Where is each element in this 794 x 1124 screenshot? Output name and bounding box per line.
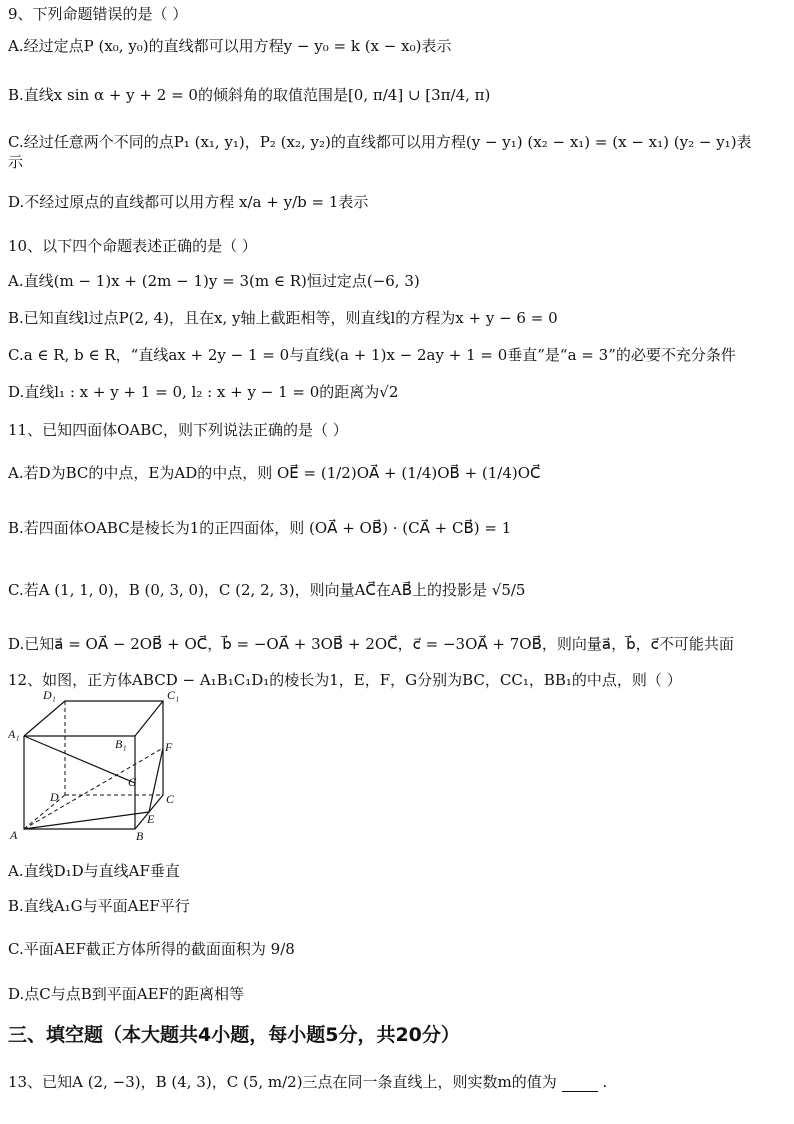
question-13 xyxy=(8,1072,607,1092)
question-13-text: 13、已知A (2, −3)，B (4, 3)，C (5, m/2)三点在同一条直线上，则实数m的值为 xyxy=(8,1073,557,1091)
label-a1: A₁ xyxy=(8,727,20,741)
label-c: C xyxy=(166,792,175,806)
question-11-stem: 11、已知四面体OABC，则下列说法正确的是（ ） xyxy=(8,421,348,439)
question-11-option-a: A.若D为BC的中点，E为AD的中点，则 OE⃗ = (1/2)OA⃗ + (1/4)OB⃗ + (1/4)OC⃗ xyxy=(8,464,541,482)
question-12-option-c: C.平面AEF截正方体所得的截面面积为 9/8 xyxy=(8,940,295,958)
question-12-option-b: B.直线A₁G与平面AEF平行 xyxy=(8,897,190,915)
label-b: B xyxy=(136,829,144,843)
segment-ef xyxy=(149,748,163,812)
question-10-option-b: B.已知直线l过点P(2, 4)，且在x, y轴上截距相等，则直线l的方程为x + y − 6 = 0 xyxy=(8,309,558,327)
label-d: D xyxy=(50,790,59,804)
label-e: E xyxy=(147,812,155,826)
label-g: G xyxy=(128,775,137,789)
question-9-option-c: C.经过任意两个不同的点P₁ (x₁, y₁)，P₂ (x₂, y₂)的直线都可以用方程(y − y₁) (x₂ − x₁) = (x − x₁) (y₂ − y₁)表 xyxy=(8,133,752,151)
cube-diagram xyxy=(8,688,188,843)
question-11-option-d: D.已知a⃗ = OA⃗ − 2OB⃗ + OC⃗，b⃗ = −OA⃗ + 3OB⃗ + 2OC⃗，c⃗ = −3OA⃗ + 7OB⃗，则向量a⃗，b⃗，c⃗不可能共面 xyxy=(8,635,734,653)
label-d1: D₁ xyxy=(43,688,56,702)
question-11-option-b: B.若四面体OABC是棱长为1的正四面体，则 (OA⃗ + OB⃗) · (CA⃗ + CB⃗) = 1 xyxy=(8,519,512,537)
question-9-option-a: A.经过定点P (x₀, y₀)的直线都可以用方程y − y₀ = k (x − x₀)表示 xyxy=(8,37,452,55)
answer-blank[interactable] xyxy=(562,1077,598,1092)
question-9-stem: 9、下列命题错误的是（ ） xyxy=(8,5,188,23)
question-9-option-d: D.不经过原点的直线都可以用方程 x/a + y/b = 1表示 xyxy=(8,193,369,211)
question-10-option-d: D.直线l₁ : x + y + 1 = 0, l₂ : x + y − 1 = 0的距离为√2 xyxy=(8,383,399,401)
question-12-option-a: A.直线D₁D与直线AF垂直 xyxy=(8,862,180,880)
question-10-option-c: C.a ∈ R, b ∈ R，“直线ax + 2y − 1 = 0与直线(a + 1)x − 2ay + 1 = 0垂直”是“a = 3”的必要不充分条件 xyxy=(8,346,736,364)
question-13-tail: . xyxy=(602,1073,608,1091)
question-10-option-a: A.直线(m − 1)x + (2m − 1)y = 3(m ∈ R)恒过定点(−6, 3) xyxy=(8,272,420,290)
question-10-stem: 10、以下四个命题表述正确的是（ ） xyxy=(8,237,257,255)
question-9-option-b: B.直线x sin α + y + 2 = 0的倾斜角的取值范围是[0, π/4] ∪ [3π/4, π) xyxy=(8,86,491,104)
section-3-heading: 三、填空题（本大题共4小题，每小题5分，共20分） xyxy=(8,1024,460,1046)
cube-figure xyxy=(8,688,188,843)
question-12-option-d: D.点C与点B到平面AEF的距离相等 xyxy=(8,985,244,1003)
label-f: F xyxy=(165,740,173,754)
hidden-segment-af xyxy=(24,748,163,829)
question-11-option-c: C.若A (1, 1, 0)，B (0, 3, 0)，C (2, 2, 3)，则向量AC⃗在AB⃗上的投影是 √5/5 xyxy=(8,581,526,599)
label-b1: B₁ xyxy=(115,737,127,751)
question-12-stem: 12、如图，正方体ABCD − A₁B₁C₁D₁的棱长为1，E，F，G分别为BC，CC₁，BB₁的中点，则（ ） xyxy=(8,671,682,689)
cube-edge-b1c1 xyxy=(135,701,163,736)
question-9-option-c-wrap: 示 xyxy=(8,153,24,171)
segment-ae xyxy=(24,812,149,829)
label-a: A xyxy=(10,828,18,842)
label-c1: C₁ xyxy=(167,688,180,702)
